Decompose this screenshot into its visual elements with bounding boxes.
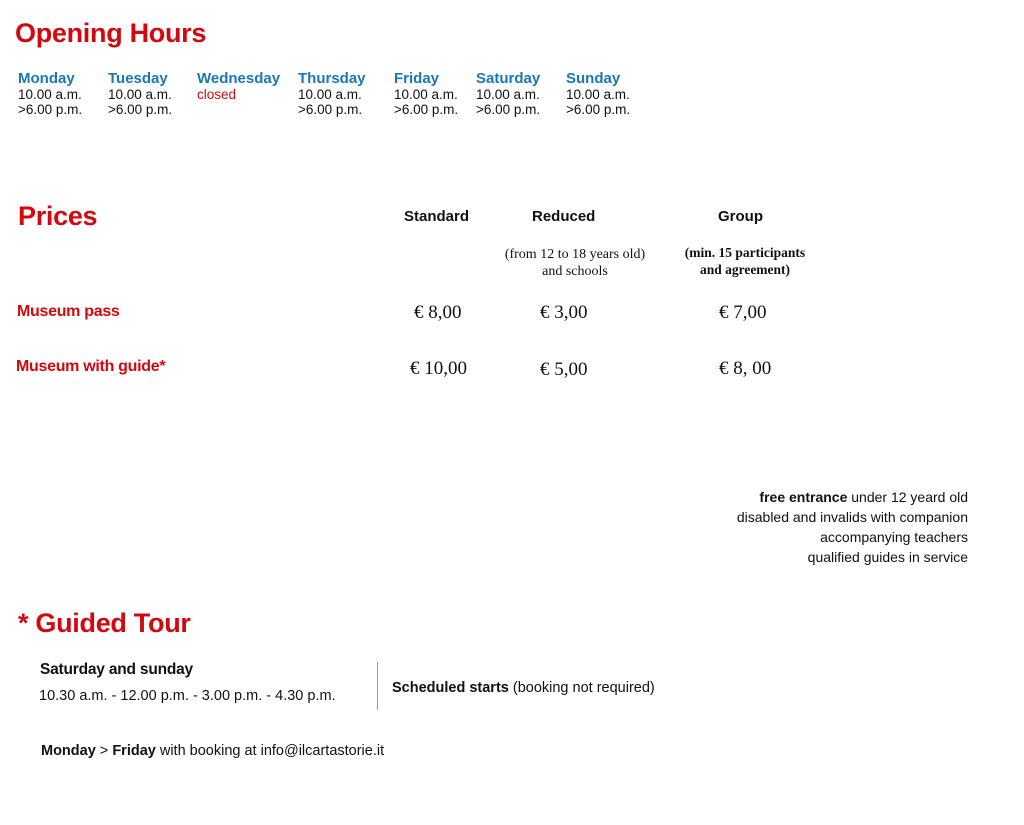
- day-tuesday: [108, 71, 172, 117]
- free-entrance-label: free entrance: [759, 489, 848, 505]
- price-museum-pass-reduced: € 3,00: [540, 302, 588, 323]
- column-reduced-header: Reduced: [532, 208, 596, 225]
- day-thursday: [298, 71, 366, 117]
- guided-tour-title: * Guided Tour: [18, 608, 191, 638]
- opening-hours-title: Opening Hours: [15, 18, 207, 48]
- day-monday: [18, 71, 82, 117]
- weekday-booking: [41, 743, 384, 759]
- weekend-label: Saturday and sunday: [40, 661, 193, 678]
- day-name: Monday: [18, 70, 75, 87]
- column-standard-header: Standard: [404, 208, 470, 225]
- scheduled-starts-note: (booking not required): [508, 680, 655, 696]
- weekday-from: Monday: [41, 743, 96, 759]
- weekend-times: 10.30 a.m. - 12.00 p.m. - 3.00 p.m. - 4.30 p.m.: [39, 688, 336, 704]
- day-name: Wednesday: [197, 70, 281, 87]
- day-saturday: [476, 71, 540, 117]
- scheduled-starts: [392, 680, 655, 696]
- day-name: Sunday: [566, 70, 621, 87]
- group-note-line1: (min. 15 participants: [684, 245, 806, 260]
- column-group-header: Group: [718, 208, 763, 225]
- day-name: Thursday: [298, 70, 366, 87]
- day-sunday: [566, 71, 630, 117]
- day-close: >6.00 p.m.: [394, 102, 459, 117]
- price-museum-guide-group: € 8, 00: [719, 358, 772, 379]
- day-open: 10.00 a.m.: [18, 87, 82, 102]
- day-close: >6.00 p.m.: [108, 102, 173, 117]
- day-close: >6.00 p.m.: [18, 102, 83, 117]
- price-museum-pass-standard: € 8,00: [414, 302, 462, 323]
- free-entrance-age: under 12 yeard old: [847, 489, 968, 505]
- weekday-separator: >: [95, 743, 113, 759]
- tour-divider: [377, 662, 378, 710]
- day-open: 10.00 a.m.: [476, 87, 540, 102]
- day-name: Friday: [394, 70, 440, 87]
- weekday-to: Friday: [112, 743, 156, 759]
- day-close: >6.00 p.m.: [298, 102, 363, 117]
- reduced-note: [485, 246, 665, 280]
- row-label-museum-pass: Museum pass: [17, 303, 120, 320]
- price-museum-pass-group: € 7,00: [719, 302, 767, 323]
- group-note-line2: and agreement): [699, 262, 791, 277]
- price-museum-guide-reduced: € 5,00: [540, 359, 588, 380]
- free-entrance-line3: accompanying teachers: [820, 529, 968, 545]
- day-open: 10.00 a.m.: [394, 87, 458, 102]
- reduced-note-line2: and schools: [542, 264, 608, 279]
- day-wednesday: [197, 71, 280, 102]
- day-name: Tuesday: [108, 70, 168, 87]
- day-open: 10.00 a.m.: [566, 87, 630, 102]
- day-friday: [394, 71, 458, 117]
- day-close: >6.00 p.m.: [566, 102, 631, 117]
- price-museum-guide-standard: € 10,00: [410, 358, 467, 379]
- free-entrance-line1: [737, 487, 968, 507]
- day-open: 10.00 a.m.: [108, 87, 172, 102]
- free-entrance-line2: disabled and invalids with companion: [736, 509, 968, 525]
- scheduled-starts-label: Scheduled starts: [392, 680, 509, 696]
- day-close: >6.00 p.m.: [476, 102, 541, 117]
- free-entrance-line4: qualified guides in service: [807, 549, 968, 565]
- day-name: Saturday: [476, 70, 541, 87]
- weekday-booking-note: with booking at info@ilcartastorie.it: [155, 743, 385, 759]
- group-note: [665, 244, 825, 278]
- row-label-museum-guide: Museum with guide*: [16, 358, 166, 375]
- reduced-note-line1: (from 12 to 18 years old): [504, 247, 646, 262]
- day-closed-label: closed: [197, 87, 237, 102]
- free-entrance-block: [737, 487, 968, 567]
- prices-title: Prices: [18, 201, 98, 231]
- day-open: 10.00 a.m.: [298, 87, 362, 102]
